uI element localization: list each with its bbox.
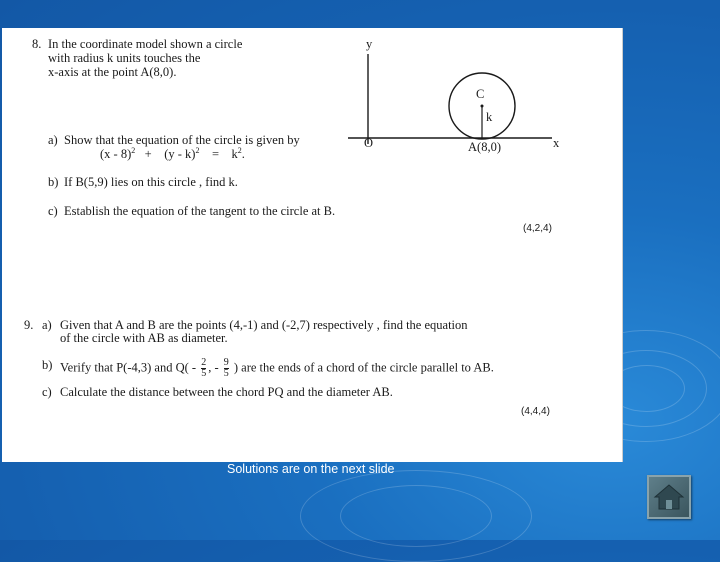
eq-equals: =	[211, 147, 219, 161]
q9a-line1: Given that A and B are the points (4,-1) and (-2,7) respectively , find the equation	[60, 318, 468, 332]
q8-intro-line2: with radius k units touches the	[48, 51, 201, 65]
x-axis-label: x	[553, 136, 560, 150]
q8-number: 8.	[32, 37, 42, 51]
fraction	[201, 358, 206, 379]
home-icon	[649, 477, 689, 517]
center-point	[481, 105, 484, 108]
home-button[interactable]	[647, 475, 691, 519]
q8b-text: If B(5,9) lies on this circle , find k.	[64, 175, 238, 189]
eq-term-y: (y - k)	[164, 147, 196, 161]
q9b-text	[60, 358, 494, 379]
q8c-label: c)	[48, 204, 58, 218]
q8a-text: Show that the equation of the circle is given by	[64, 133, 300, 147]
q9-number: 9.	[24, 318, 34, 332]
y-axis-label: y	[366, 37, 373, 51]
q8b-label: b)	[48, 175, 59, 189]
eq-plus: +	[144, 147, 152, 161]
center-label: C	[476, 87, 485, 101]
q9b-text-start: Verify that P(-4,3) and Q( -	[60, 360, 197, 375]
eq-term-k: k	[231, 147, 238, 161]
q9b-mid: , -	[208, 360, 219, 375]
point-a-label: A(8,0)	[468, 140, 501, 154]
fraction	[224, 358, 229, 379]
background-ripple	[340, 485, 492, 547]
eq-exp: 2	[131, 146, 136, 155]
fraction-numerator: 9	[223, 357, 229, 368]
eq-exp: 2	[237, 146, 242, 155]
q9-marks: (4,4,4)	[521, 406, 550, 417]
q9a-label: a)	[42, 318, 52, 332]
q9b-text-end: ) are the ends of a chord of the circle parallel to AB.	[233, 360, 494, 375]
fraction-numerator: 2	[201, 357, 207, 368]
fraction-denominator: 5	[201, 368, 207, 379]
q8-marks: (4,2,4)	[523, 223, 552, 234]
q8a-equation: (x - 8)$^2$ + (y - k)$^2$ = $k^2$.	[100, 146, 245, 161]
solutions-note: Solutions are on the next slide	[227, 462, 395, 476]
q9a-line2: of the circle with AB as diameter.	[60, 331, 228, 345]
eq-term-x: (x - 8)	[100, 147, 132, 161]
worksheet	[2, 28, 623, 462]
q8-intro-line3: x-axis at the point A(8,0).	[48, 65, 177, 79]
q8-intro-line1: In the coordinate model shown a circle	[48, 37, 243, 51]
radius-label: k	[486, 110, 493, 124]
q9c-text: Calculate the distance between the chord PQ and the diameter AB.	[60, 385, 393, 399]
eq-exp: 2	[195, 146, 200, 155]
origin-label: O	[364, 136, 374, 150]
q9b-label: b)	[42, 358, 53, 372]
q8c-text: Establish the equation of the tangent to the circle at B.	[64, 204, 336, 218]
q8a-label: a)	[48, 133, 58, 147]
q9c-label: c)	[42, 385, 52, 399]
fraction-denominator: 5	[223, 368, 229, 379]
